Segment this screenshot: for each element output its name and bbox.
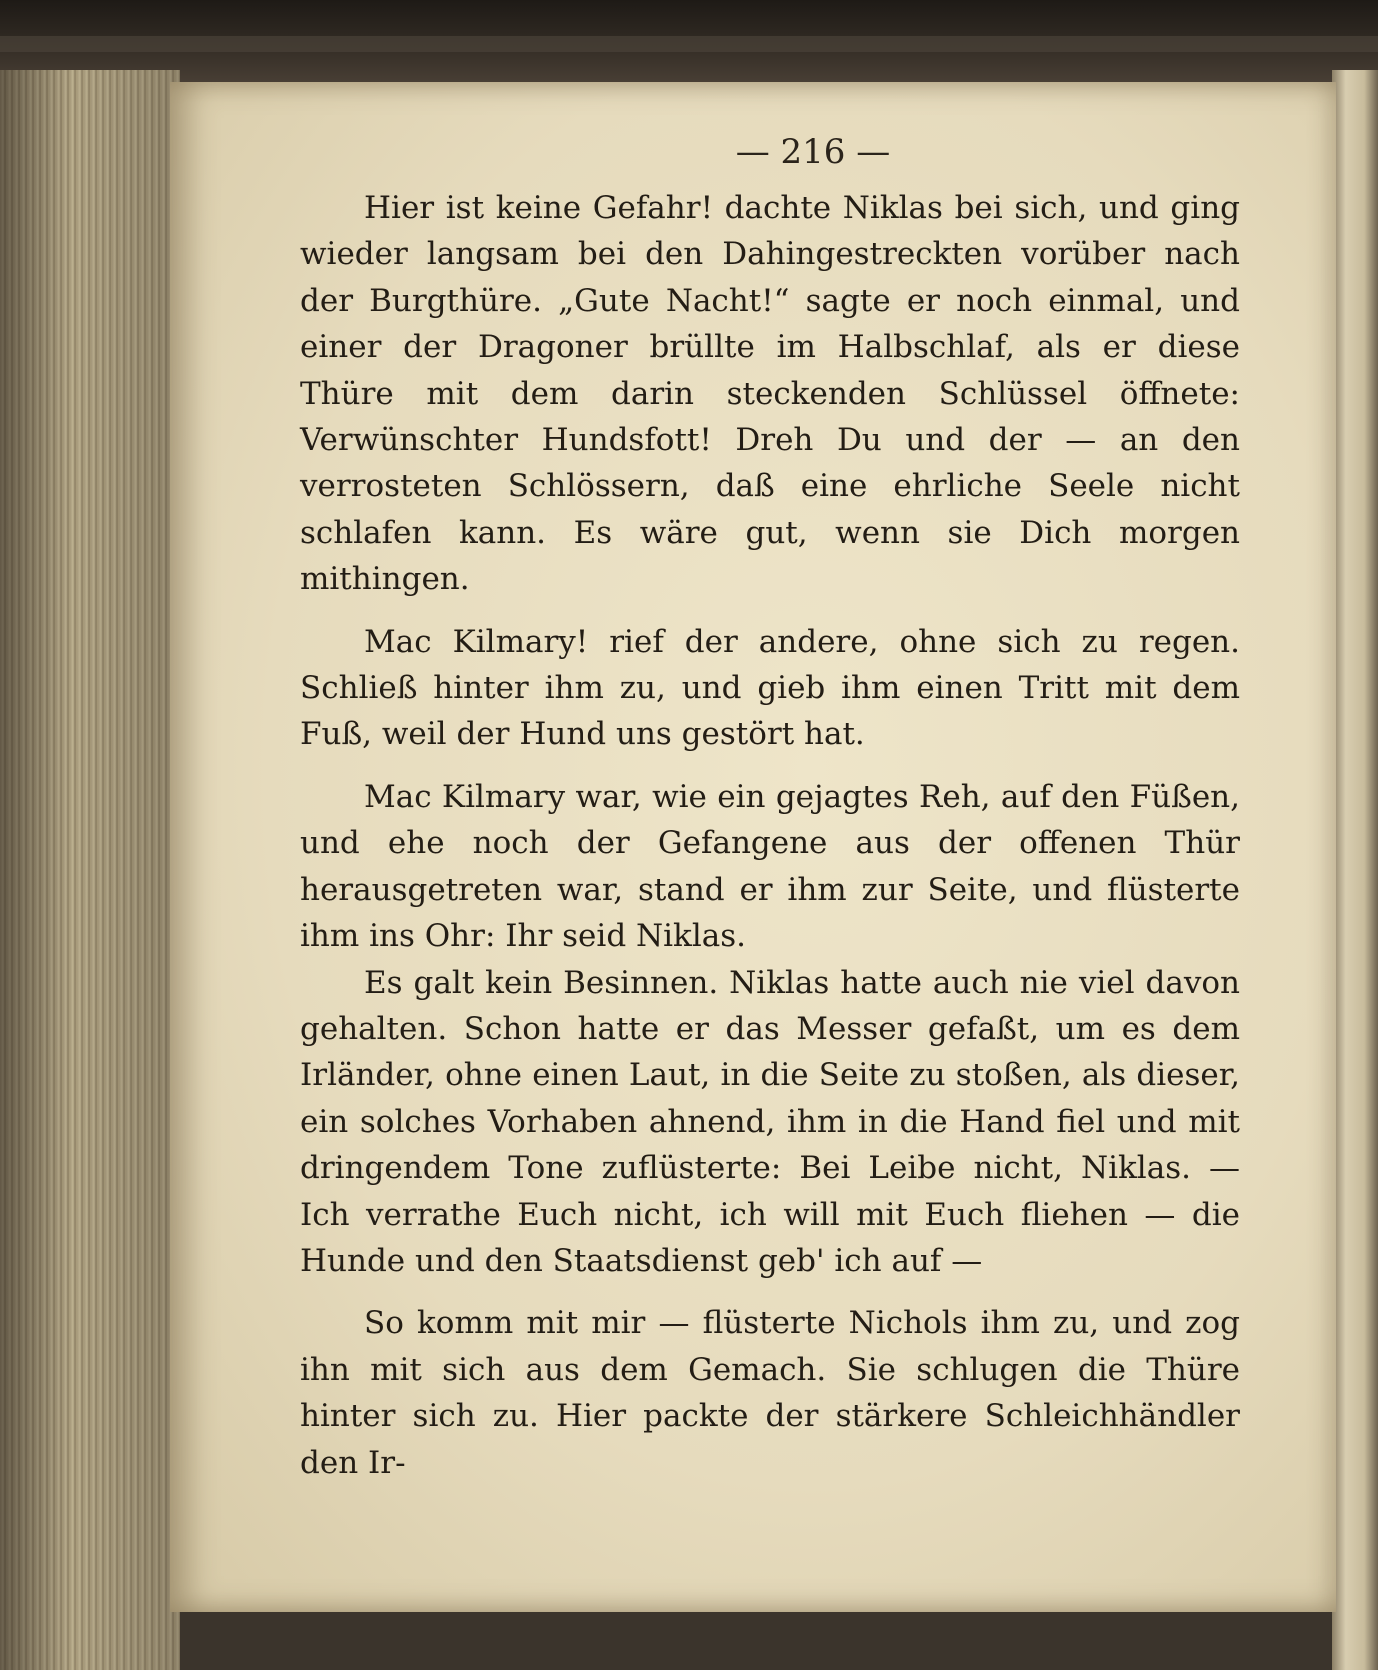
- page-edges-left: [0, 70, 180, 1670]
- paragraph-3: Mac Kilmary war, wie ein gejagtes Reh, auf den Füßen, und ehe noch der Gefangene aus der offenen Thür herausgetreten war, stand er ihm zur Seite, und flüsterte ihm ins Ohr: Ihr seid Niklas.: [300, 778, 1240, 955]
- book-page: [170, 82, 1336, 1612]
- page-number: — 216 —: [735, 132, 891, 172]
- paragraph-5: So komm mit mir — flüsterte Nichols ihm zu, und zog ihn mit sich aus dem Gemach. Sie schlugen die Thüre hinter sich zu. Hier packte der stärkere Schleichhändler den Ir-: [300, 1305, 1240, 1481]
- paragraph-2: Mac Kilmary! rief der andere, ohne sich zu regen. Schließ hinter ihm zu, und gieb ihm einen Tritt mit dem Fuß, weil der Hund uns gestört hat.: [300, 623, 1240, 753]
- paragraph-1: Hier ist keine Gefahr! dachte Niklas bei sich, und ging wieder langsam bei den Dahingestreckten vorüber nach der Burgthüre. „Gute Nacht!“ sagte er noch einmal, und einer der Dragoner brüllte im Halbschlaf, als er diese Thüre mit dem darin steckenden Schlüssel öffnete: Verwünschter Hundsfott! Dreh Du und der — an den verrosteten Schlössern, daß eine ehrliche Seele nicht schlafen kann. Es wäre gut, wenn sie Dich morgen mithingen.: [300, 190, 1240, 598]
- page-edges-right: [1332, 70, 1378, 1670]
- book-cover-top: [0, 0, 1378, 86]
- page-text: [300, 185, 1240, 1486]
- paragraph-4: Es galt kein Besinnen. Niklas hatte auch nie viel davon gehalten. Schon hatte er das Messer gefaßt, um es dem Irländer, ohne einen Laut, in die Seite zu stoßen, als dieser, ein solches Vorhaben ahnend, ihm in die Hand fiel und mit dringendem Tone zuflüsterte: Bei Leibe nicht, Niklas. — Ich verrathe Euch nicht, ich will mit Euch fliehen — die Hunde und den Staatsdienst geb' ich auf —: [300, 964, 1240, 1279]
